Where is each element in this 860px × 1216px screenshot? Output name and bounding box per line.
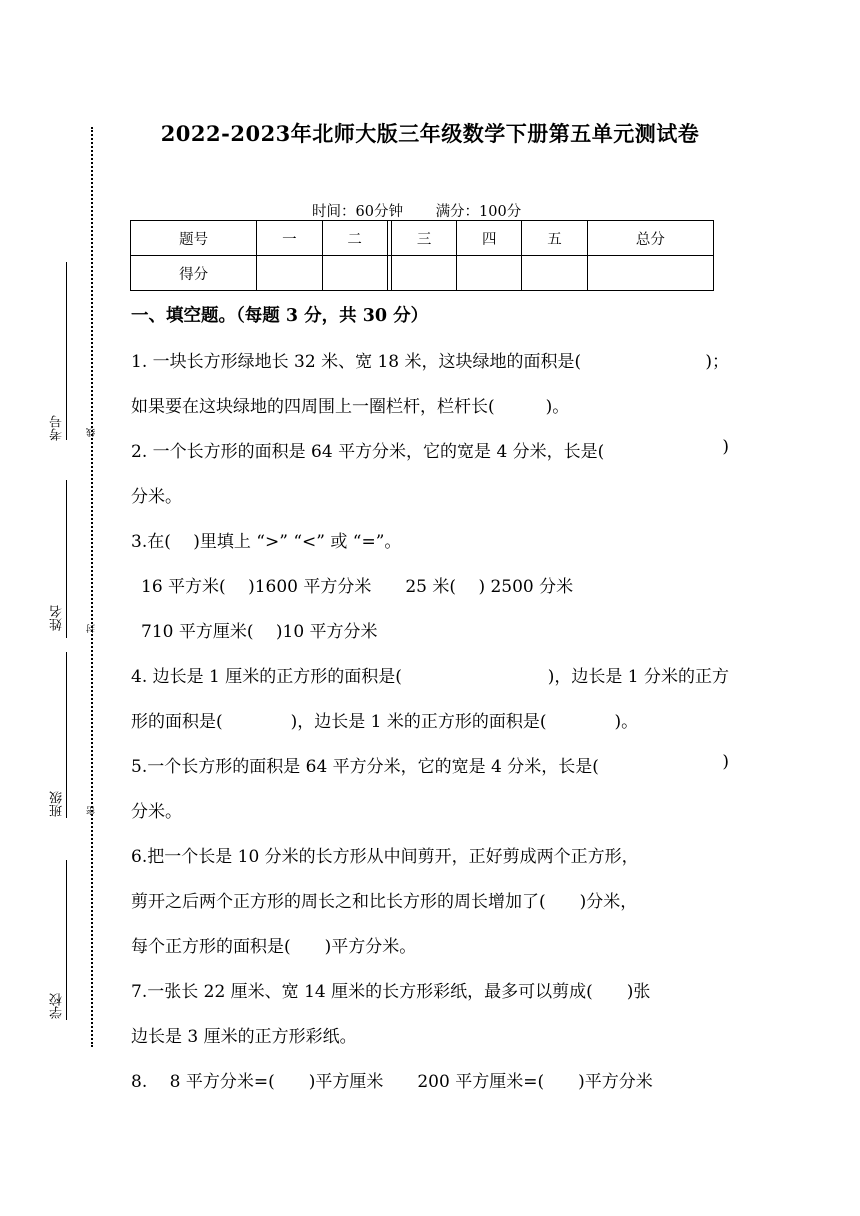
exam-full-score: 满分：100分	[435, 204, 522, 220]
line-mark: 线	[87, 428, 97, 437]
section-heading: 一、填空题。（每题 3 分，共 30 分）	[131, 306, 429, 326]
header-cell: 五	[522, 221, 587, 256]
question-7-line-2: 边长是 3 厘米的正方形彩纸。	[131, 1027, 357, 1047]
question-8: 8. 8 平方分米=( )平方厘米 200 平方厘米=( )平方分米	[131, 1072, 653, 1092]
dotted-cut-line	[91, 127, 93, 1047]
header-cell: 总分	[587, 221, 713, 256]
question-1-line-1	[131, 347, 729, 372]
header-cell: 二	[322, 221, 387, 256]
score-table-header-row	[131, 221, 714, 256]
score-cell[interactable]	[391, 256, 456, 291]
question-2-line-2: 分米。	[131, 487, 182, 507]
header-cell: 题号	[131, 221, 257, 256]
secret-mark: 密	[87, 806, 97, 815]
question-text: )；	[705, 352, 729, 372]
question-2-line-1	[131, 437, 729, 462]
score-cell[interactable]	[457, 256, 522, 291]
question-5-line-2: 分米。	[131, 802, 182, 822]
exam-time: 时间：60分钟	[312, 204, 403, 220]
student-id-label: 考号	[50, 415, 65, 441]
question-3-row-2: 710 平方厘米( )10 平方分米	[141, 622, 378, 642]
question-5-line-1	[131, 752, 729, 777]
question-6-line-3: 每个正方形的面积是( )平方分米。	[131, 937, 417, 957]
header-cell: 一	[257, 221, 322, 256]
question-text: )	[722, 437, 729, 457]
question-4-line-2: 形的面积是( )，边长是 1 米的正方形的面积是( )。	[131, 712, 639, 732]
score-cell[interactable]	[322, 256, 387, 291]
question-text: )，边长是 1 分米的正方	[547, 667, 729, 687]
score-row-label: 得分	[131, 256, 257, 291]
header-cell: 四	[457, 221, 522, 256]
question-6-line-2: 剪开之后两个正方形的周长之和比长方形的周长增加了( )分米，	[131, 892, 638, 912]
binding-margin	[0, 0, 110, 1216]
question-3-row-1: 16 平方米( )1600 平方分米 25 米( ) 2500 分米	[141, 577, 574, 597]
exam-meta	[312, 200, 549, 221]
question-text: 2. 一个长方形的面积是 64 平方分米，它的宽是 4 分米，长是(	[131, 442, 605, 462]
score-cell[interactable]	[257, 256, 322, 291]
question-text: 5.一个长方形的面积是 64 平方分米，它的宽是 4 分米，长是(	[131, 757, 599, 777]
question-6-line-1: 6.把一个长是 10 分米的长方形从中间剪开，正好剪成两个正方形，	[131, 847, 639, 867]
seal-mark: 封	[87, 624, 97, 633]
question-text: )	[722, 752, 729, 772]
question-3: 3.在( )里填上 “>” “<” 或 “=”。	[131, 532, 402, 552]
question-4-line-1	[131, 662, 729, 687]
page-title: 2022-2023年北师大版三年级数学下册第五单元测试卷	[160, 121, 700, 146]
header-cell: 三	[391, 221, 456, 256]
question-7-line-1: 7.一张长 22 厘米、宽 14 厘米的长方形彩纸，最多可以剪成( )张	[131, 982, 651, 1002]
question-text: 4. 边长是 1 厘米的正方形的面积是(	[131, 667, 402, 687]
class-label: 班级	[50, 791, 65, 817]
name-label: 姓名	[50, 605, 65, 631]
score-table	[130, 220, 714, 291]
score-cell[interactable]	[522, 256, 587, 291]
school-label: 学校	[50, 993, 65, 1019]
question-text: 1. 一块长方形绿地长 32 米、宽 18 米，这块绿地的面积是(	[131, 352, 582, 372]
question-1-line-2: 如果要在这块绿地的四周围上一圈栏杆，栏杆长( )。	[131, 397, 570, 417]
score-cell[interactable]	[587, 256, 713, 291]
score-table-score-row	[131, 256, 714, 291]
